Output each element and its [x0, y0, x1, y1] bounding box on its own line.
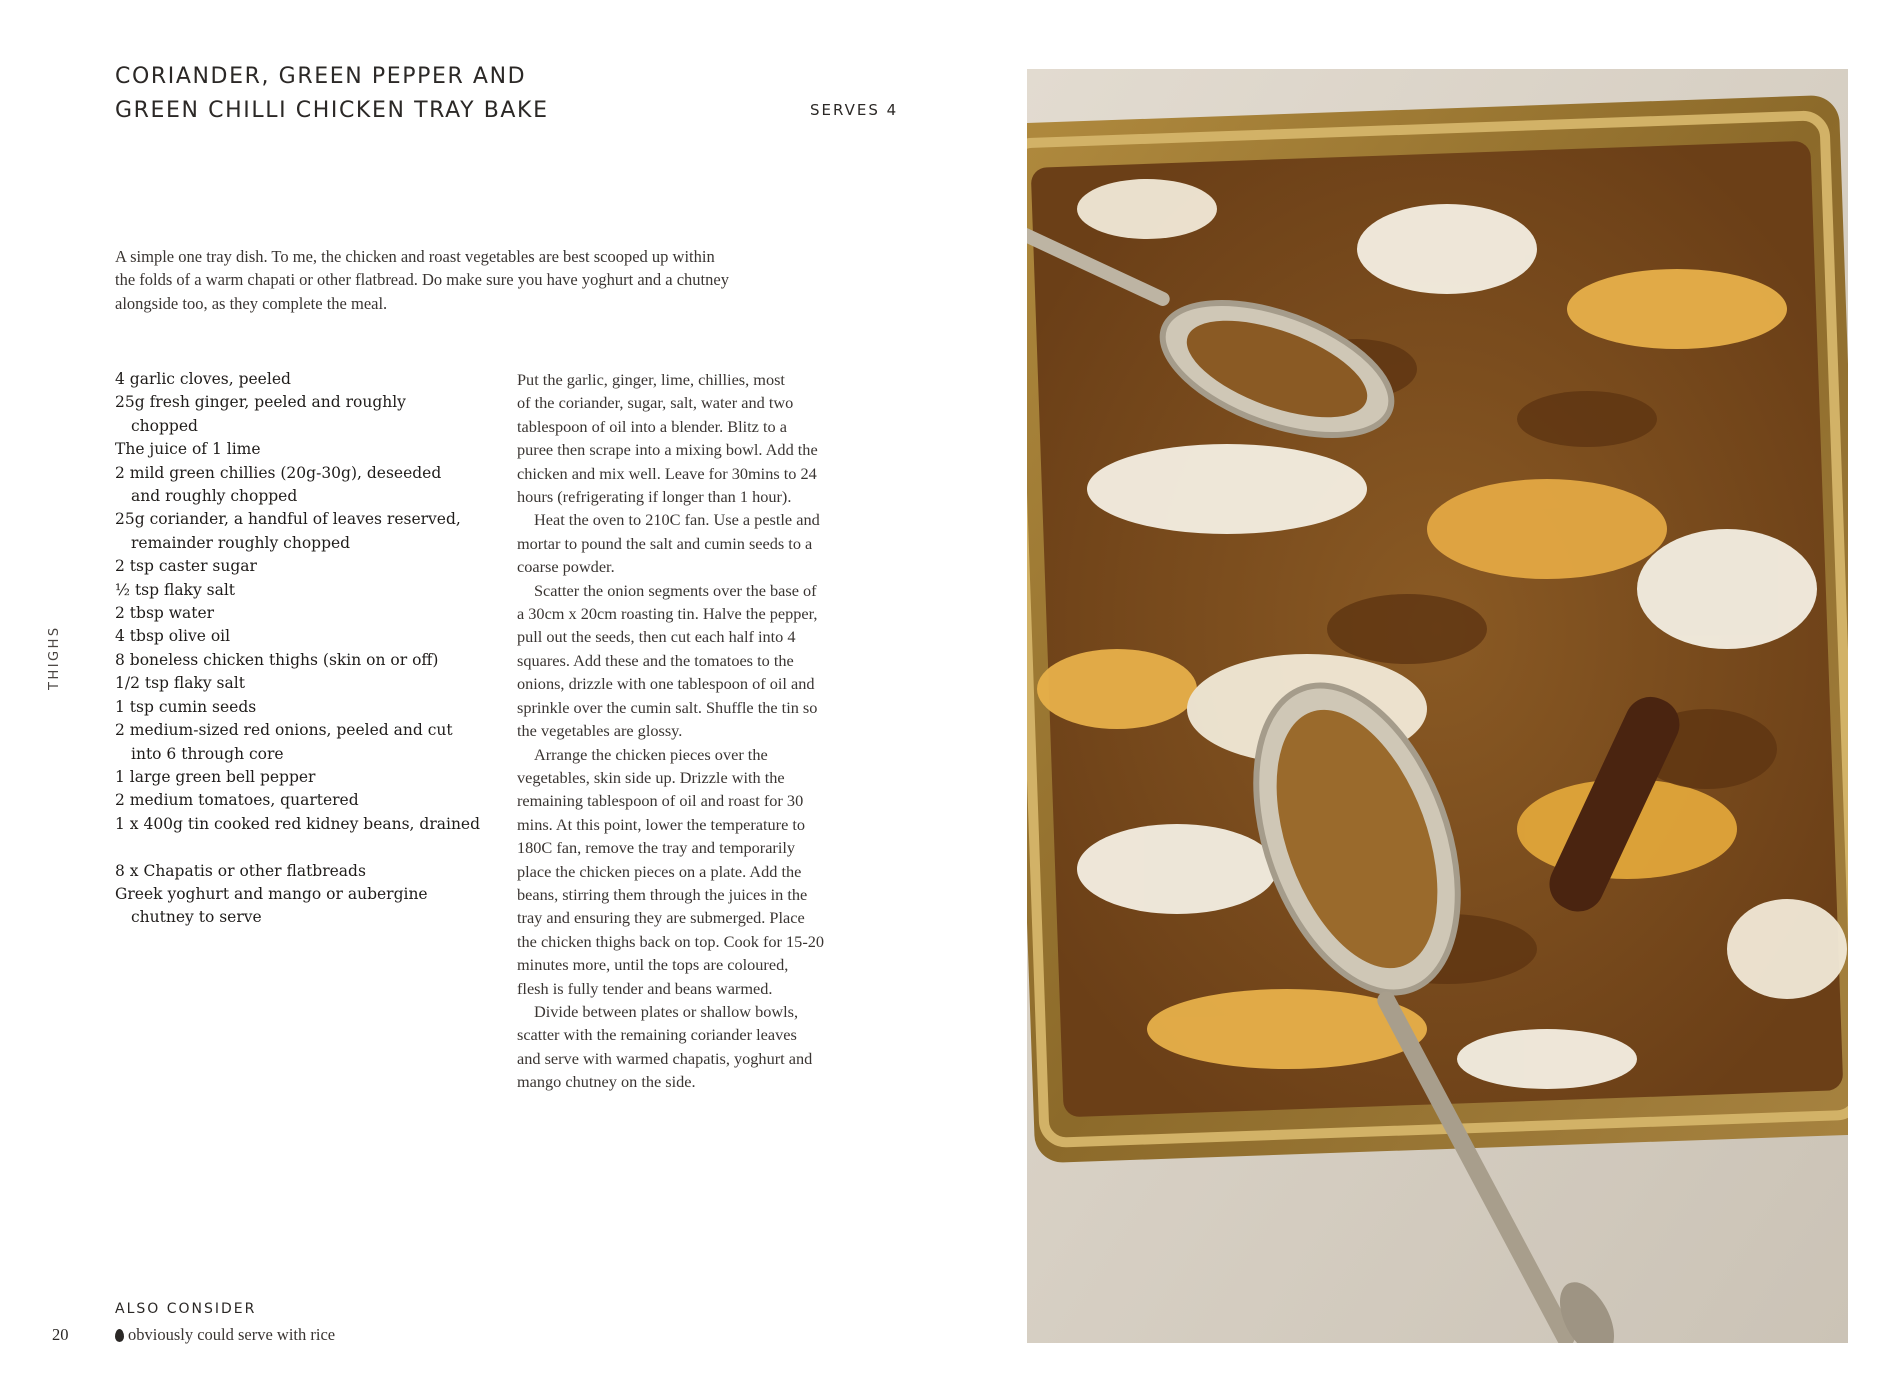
also-consider-item	[115, 1325, 335, 1345]
intro-line: A simple one tray dish. To me, the chicken and roast vegetables are best scooped up within	[115, 247, 715, 266]
ingredient-line: 1 x 400g tin cooked red kidney beans, drained	[115, 814, 481, 833]
method-line: mortar to pound the salt and cumin seeds to a	[517, 533, 813, 553]
method-text	[517, 368, 897, 1094]
ingredient-line: 8 boneless chicken thighs (skin on or off)	[115, 650, 439, 669]
ingredient-line: 1 large green bell pepper	[115, 767, 316, 786]
ingredient-line: 2 mild green chillies (20g-30g), deseeded	[115, 463, 442, 482]
method-line: onions, drizzle with one tablespoon of oil and	[517, 674, 815, 694]
also-consider-text: obviously could serve with rice	[128, 1325, 336, 1344]
ingredient-line: 1/2 tsp flaky salt	[115, 674, 245, 693]
method-line: of the coriander, sugar, salt, water and two	[517, 393, 794, 413]
method-line: Arrange the chicken pieces over the	[534, 744, 768, 764]
method-line: tablespoon of oil into a blender. Blitz to a	[517, 416, 787, 436]
ingredient-line: 2 medium-sized red onions, peeled and cut	[115, 721, 453, 740]
method-line: a 30cm x 20cm roasting tin. Halve the pepper,	[517, 604, 818, 624]
method-line: Divide between plates or shallow bowls,	[534, 1001, 799, 1021]
recipe-title-line-2: GREEN CHILLI CHICKEN TRAY BAKE	[115, 98, 549, 123]
method-line: tray and ensuring they are submerged. Place	[517, 908, 805, 928]
method-line: 180C fan, remove the tray and temporarily	[517, 838, 796, 858]
method-line: Scatter the onion segments over the base of	[534, 580, 817, 600]
method-line: vegetables, skin side up. Drizzle with the	[517, 767, 785, 787]
recipe-title	[115, 60, 675, 128]
method-line: remaining tablespoon of oil and roast for 30	[517, 791, 804, 811]
ingredient-line: remainder roughly chopped	[131, 533, 351, 552]
method-line: hours (refrigerating if longer than 1 hour).	[517, 487, 792, 507]
food-photo	[1027, 69, 1848, 1343]
method-line: chicken and mix well. Leave for 30mins to 24	[517, 463, 817, 483]
serves-label: SERVES 4	[810, 101, 899, 119]
ingredient-line: 2 tbsp water	[115, 604, 215, 623]
intro-line: the folds of a warm chapati or other flatbread. Do make sure you have yoghurt and a chutney	[115, 270, 729, 290]
also-consider-title: ALSO CONSIDER	[115, 1301, 257, 1317]
method-line: minutes more, until the tops are coloured,	[517, 955, 789, 975]
method-line: the chicken thighs back on top. Cook for 15-20	[517, 931, 825, 951]
ingredient-line: 25g fresh ginger, peeled and roughly	[115, 393, 406, 412]
intro-line: alongside too, as they complete the meal.	[115, 293, 388, 313]
recipe-intro	[115, 245, 895, 315]
ingredient-line: 4 tbsp olive oil	[115, 627, 231, 646]
method-line: the vegetables are glossy.	[517, 721, 683, 741]
ingredient-line: 4 garlic cloves, peeled	[115, 370, 291, 388]
method-line: place the chicken pieces on a plate. Add the	[517, 861, 802, 881]
method-line: flesh is fully tender and beans warmed.	[517, 978, 773, 998]
ingredient-line: 2 medium tomatoes, quartered	[115, 791, 359, 810]
ingredient-line: into 6 through core	[131, 744, 284, 763]
ingredient-line: 8 x Chapatis or other flatbreads	[115, 861, 366, 880]
method-line: scatter with the remaining coriander leaves	[517, 1025, 797, 1045]
ingredient-spacer	[115, 836, 515, 859]
ingredient-line: ½ tsp flaky salt	[115, 580, 236, 599]
method-line: squares. Add these and the tomatoes to the	[517, 650, 794, 670]
food-photo-illustration	[1027, 69, 1848, 1343]
method-line: Put the garlic, ginger, lime, chillies, most	[517, 370, 785, 389]
section-label: THIGHS	[47, 625, 62, 690]
method-line: beans, stirring them through the juices in the	[517, 884, 808, 904]
ingredients-list	[115, 368, 515, 930]
leaf-icon	[115, 1329, 124, 1342]
ingredient-line: Greek yoghurt and mango or aubergine	[115, 884, 428, 903]
ingredient-line: 1 tsp cumin seeds	[115, 697, 257, 716]
method-line: mins. At this point, lower the temperature to	[517, 814, 806, 834]
method-line: pull out the seeds, then cut each half into 4	[517, 627, 796, 647]
ingredient-line: 2 tsp caster sugar	[115, 557, 257, 576]
method-line: sprinkle over the cumin salt. Shuffle the tin so	[517, 697, 818, 717]
method-line: mango chutney on the side.	[517, 1072, 696, 1092]
ingredient-line: chutney to serve	[131, 908, 262, 927]
ingredient-line: and roughly chopped	[131, 487, 298, 506]
method-line: puree then scrape into a mixing bowl. Add the	[517, 440, 818, 460]
ingredient-line: chopped	[131, 416, 198, 435]
method-line: and serve with warmed chapatis, yoghurt and	[517, 1048, 813, 1068]
method-line: coarse powder.	[517, 557, 615, 577]
method-line: Heat the oven to 210C fan. Use a pestle and	[534, 510, 820, 530]
page-number: 20	[52, 1325, 69, 1344]
ingredient-line: 25g coriander, a handful of leaves reserved,	[115, 510, 461, 529]
recipe-title-line-1: CORIANDER, GREEN PEPPER AND	[115, 64, 527, 89]
ingredient-line: The juice of 1 lime	[115, 440, 261, 459]
